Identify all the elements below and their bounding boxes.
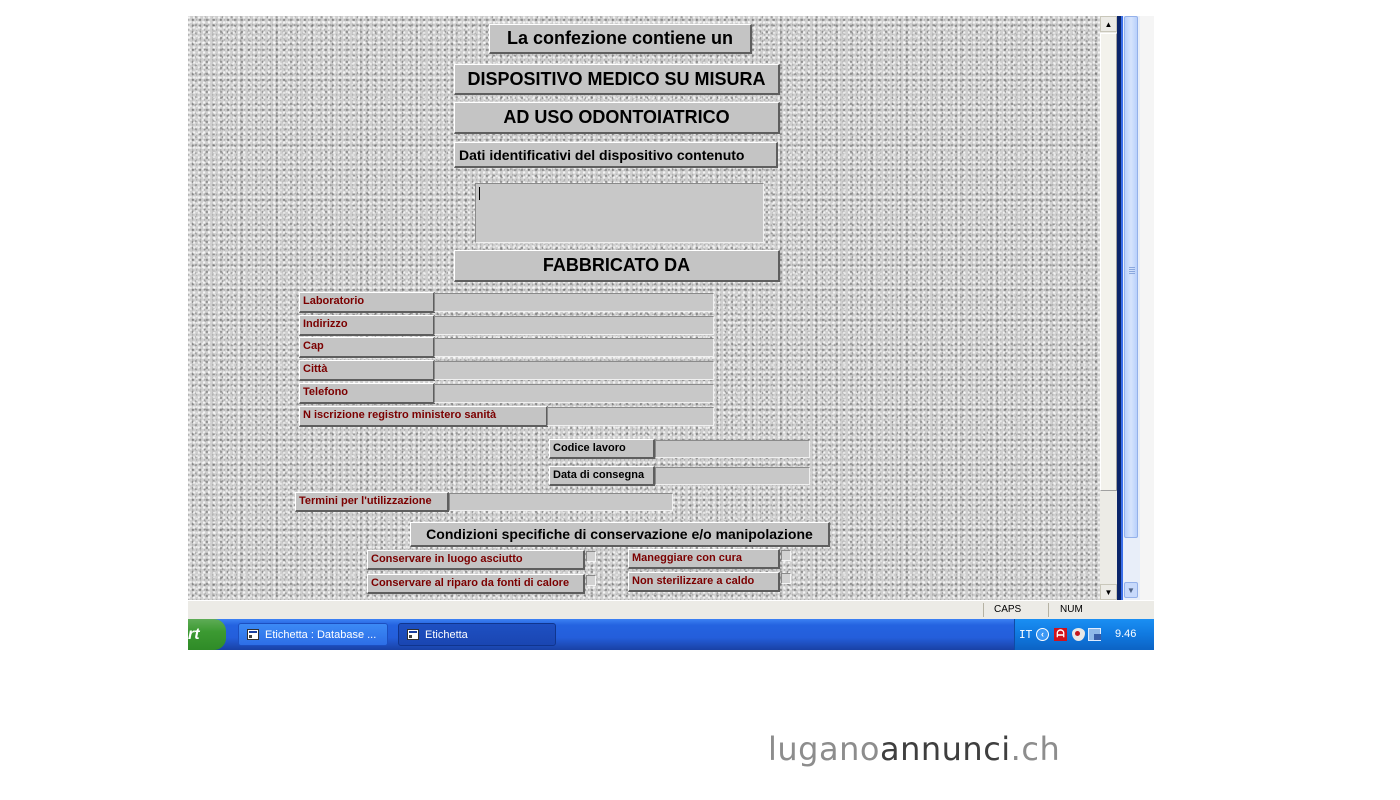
checkbox-conservare-asciutto[interactable] (586, 551, 596, 562)
input-cap[interactable] (434, 338, 714, 357)
label-maneggiare-con-cura: Maneggiare con cura (628, 549, 780, 569)
label-citta: Città (299, 360, 435, 381)
status-separator (1048, 603, 1049, 617)
banner-fabbricato-da: FABBRICATO DA (454, 250, 780, 282)
status-bar (188, 600, 1154, 619)
label-codice-lavoro: Codice lavoro (549, 439, 655, 459)
label-termini-utilizzazione: Termini per l'utilizzazione (295, 492, 449, 512)
watermark-part: annunci (879, 730, 1011, 768)
label-telefono: Telefono (299, 383, 435, 404)
input-codice-lavoro[interactable] (655, 440, 810, 458)
input-data-consegna[interactable] (655, 467, 810, 485)
grip-line (1129, 271, 1135, 272)
text-caret (479, 187, 480, 200)
language-indicator[interactable]: IT (1019, 628, 1033, 641)
label-laboratorio: Laboratorio (299, 292, 435, 313)
form-vertical-scrollbar[interactable] (1100, 16, 1117, 600)
banner-condizioni-conservazione: Condizioni specifiche di conservazione e/o manipolazione (410, 522, 830, 547)
screen (188, 16, 1154, 650)
label-data-consegna: Data di consegna (549, 466, 655, 486)
taskbar-button-etichetta[interactable] (398, 623, 556, 646)
avira-icon[interactable]: ᗩ (1054, 628, 1067, 641)
taskbar (188, 619, 1154, 650)
scroll-thumb[interactable] (1100, 33, 1117, 491)
clock[interactable]: 9.46 (1115, 628, 1137, 640)
watermark-logo (768, 730, 1060, 768)
window-scroll-down-button[interactable]: ▼ (1124, 582, 1138, 598)
window-edge (1140, 16, 1154, 600)
window-vertical-scrollbar[interactable] (1123, 16, 1140, 600)
banner-dati-identificativi: Dati identificativi del dispositivo contenuto (454, 142, 778, 168)
device-data-textarea[interactable] (475, 183, 764, 243)
grip-line (1129, 269, 1135, 270)
label-conservare-asciutto: Conservare in luogo asciutto (367, 550, 585, 570)
input-telefono[interactable] (434, 384, 714, 403)
window-scroll-thumb[interactable] (1124, 16, 1138, 538)
grip-line (1129, 267, 1135, 268)
checkbox-non-sterilizzare[interactable] (781, 573, 791, 584)
taskbar-button-label: Etichetta : Database ... (265, 629, 377, 641)
input-termini-utilizzazione[interactable] (449, 493, 673, 511)
form-window-icon (407, 629, 419, 640)
label-indirizzo: Indirizzo (299, 315, 435, 336)
label-non-sterilizzare: Non sterilizzare a caldo (628, 572, 780, 592)
banner-dispositivo-medico: DISPOSITIVO MEDICO SU MISURA (454, 64, 780, 95)
status-caps: CAPS (994, 604, 1022, 615)
network-icon[interactable] (1088, 628, 1101, 641)
scroll-down-button[interactable]: ▼ (1100, 584, 1117, 600)
start-button[interactable]: rt (188, 619, 226, 650)
checkbox-conservare-riparo-calore[interactable] (586, 575, 596, 586)
taskbar-button-database[interactable] (238, 623, 388, 646)
banner-confezione: La confezione contiene un (489, 24, 752, 54)
form-area (188, 16, 1100, 600)
label-cap: Cap (299, 337, 435, 358)
grip-line (1129, 273, 1135, 274)
scroll-up-button[interactable]: ▲ (1100, 16, 1117, 32)
show-hidden-icons-icon[interactable]: ‹ (1036, 628, 1049, 641)
input-laboratorio[interactable] (434, 293, 714, 312)
label-iscrizione-registro: N iscrizione registro ministero sanità (299, 406, 548, 427)
status-num: NUM (1060, 604, 1083, 615)
input-citta[interactable] (434, 361, 714, 380)
input-indirizzo[interactable] (434, 316, 714, 335)
input-iscrizione-registro[interactable] (547, 407, 714, 426)
database-window-icon (247, 629, 259, 640)
label-conservare-riparo-calore: Conservare al riparo da fonti di calore (367, 574, 585, 594)
checkbox-maneggiare-con-cura[interactable] (781, 550, 791, 561)
status-separator (983, 603, 984, 617)
watermark-part: .ch (1010, 730, 1061, 768)
taskbar-button-label: Etichetta (425, 629, 468, 641)
watermark-part: lugano (768, 730, 880, 768)
banner-uso-odontoiatrico: AD USO ODONTOIATRICO (454, 102, 780, 134)
